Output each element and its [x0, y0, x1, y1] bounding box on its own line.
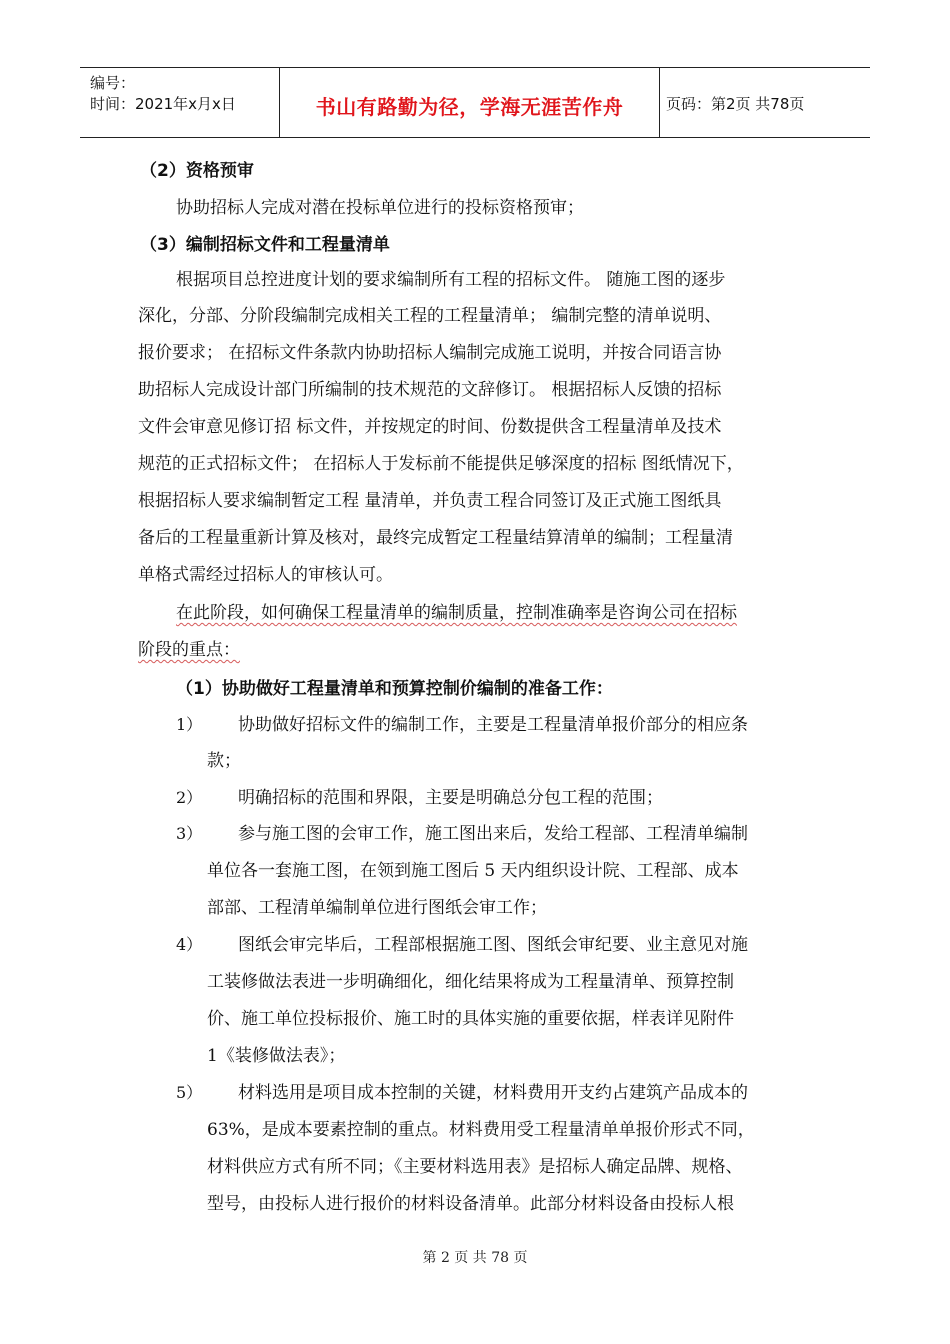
- list-item-line: 协助做好招标文件的编制工作，主要是工程量清单报价部分的相应条: [238, 715, 748, 735]
- list-item-number: 2）: [176, 788, 203, 807]
- list-item-line: 价、施工单位投标报价、施工时的具体实施的重要依据，样表详见附件: [207, 1009, 734, 1029]
- list-item-line: 型号，由投标人进行报价的材料设备清单。此部分材料设备由投标人根: [207, 1194, 734, 1214]
- paragraph-line: 报价要求； 在招标文件条款内协助招标人编制完成施工说明，并按合同语言协: [138, 343, 722, 363]
- paragraph-line: 根据招标人要求编制暂定工程 量清单，并负责工程合同签订及正式施工图纸具: [138, 491, 722, 511]
- list-item-line: 1《装修做法表》；: [207, 1046, 346, 1066]
- paragraph-line: 协助招标人完成对潜在投标单位进行的投标资格预审；: [176, 198, 584, 218]
- paragraph-line: 深化，分部、分阶段编制完成相关工程的工程量清单； 编制完整的清单说明、: [138, 306, 722, 326]
- list-item-number: 3）: [176, 824, 203, 843]
- list-item-line: 材料选用是项目成本控制的关键，材料费用开支约占建筑产品成本的: [238, 1083, 748, 1103]
- list-item-number: 1）: [176, 715, 203, 734]
- paragraph-line: 助招标人完成设计部门所编制的技术规范的文辞修订。 根据招标人反馈的招标: [138, 380, 722, 400]
- document-number-label: 编号：: [90, 74, 136, 92]
- list-item-number: 5）: [176, 1083, 203, 1102]
- paragraph-line: 规范的正式招标文件； 在招标人于发标前不能提供足够深度的招标 图纸情况下，: [138, 454, 744, 474]
- paragraph-line: 在此阶段，如何确保工程量清单的编制质量，控制准确率是咨询公司在招标: [176, 603, 737, 623]
- paragraph-line: 阶段的重点：: [138, 640, 240, 660]
- subsection-heading: （1）协助做好工程量清单和预算控制价编制的准备工作：: [176, 679, 613, 699]
- list-item-line: 材料供应方式有所不同；《主要材料选用表》是招标人确定品牌、规格、: [207, 1157, 743, 1177]
- paragraph-line: 备后的工程量重新计算及核对，最终完成暂定工程量结算清单的编制；工程量清: [138, 528, 733, 548]
- list-item-line: 63%，是成本要素控制的重点。材料费用受工程量清单单报价形式不同，: [207, 1120, 755, 1140]
- header-motto-cell: [280, 68, 660, 137]
- list-item-line: 参与施工图的会审工作，施工图出来后，发给工程部、工程清单编制: [238, 824, 748, 844]
- header-meta-cell: [80, 68, 280, 137]
- document-date-label: 时间：2021年x月x日: [90, 95, 236, 113]
- page-header: [80, 67, 870, 138]
- section-heading-prequalification: （2）资格预审: [140, 161, 254, 181]
- list-item-number: 4）: [176, 935, 203, 954]
- paragraph-line: 文件会审意见修订招 标文件，并按规定的时间、份数提供含工程量清单及技术: [138, 417, 722, 437]
- list-item-line: 明确招标的范围和界限，主要是明确总分包工程的范围；: [238, 788, 663, 808]
- section-heading-tender-documents: （3）编制招标文件和工程量清单: [140, 235, 390, 255]
- paragraph-line: 单格式需经过招标人的审核认可。: [138, 565, 393, 585]
- list-item-line: 部部、工程清单编制单位进行图纸会审工作；: [207, 898, 547, 918]
- header-motto: 书山有路勤为径，学海无涯苦作舟: [315, 95, 624, 119]
- list-item-line: 单位各一套施工图，在领到施工图后 5 天内组织设计院、工程部、成本: [207, 861, 739, 881]
- list-item-line: 图纸会审完毕后，工程部根据施工图、图纸会审纪要、业主意见对施: [238, 935, 748, 955]
- header-page-info: 页码：第2页 共78页: [666, 95, 805, 113]
- list-item-line: 款；: [207, 751, 241, 771]
- list-item-line: 工装修做法表进一步明确细化，细化结果将成为工程量清单、预算控制: [207, 972, 734, 992]
- header-page-cell: [660, 68, 870, 137]
- paragraph-line: 根据项目总控进度计划的要求编制所有工程的招标文件。 随施工图的逐步: [176, 270, 726, 290]
- page-footer: 第 2 页 共 78 页: [422, 1250, 528, 1266]
